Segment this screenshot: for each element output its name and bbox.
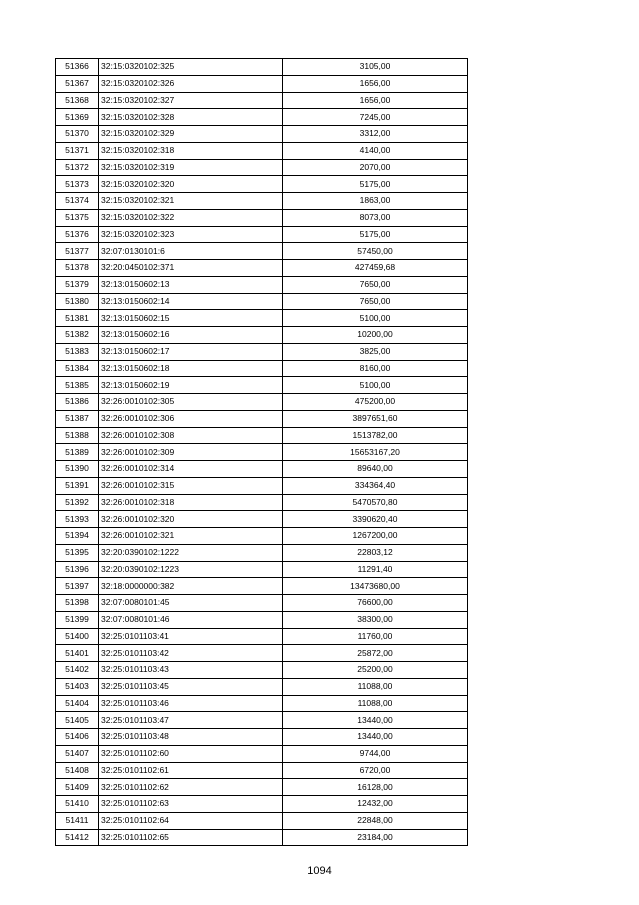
value-cell: 11291,40 <box>283 561 468 578</box>
row-number-cell: 51390 <box>56 461 99 478</box>
table-row <box>56 595 468 612</box>
value-cell: 7650,00 <box>283 276 468 293</box>
value-cell: 9744,00 <box>283 745 468 762</box>
table-row <box>56 327 468 344</box>
table-row <box>56 729 468 746</box>
row-number-cell: 51382 <box>56 327 99 344</box>
row-number-cell: 51404 <box>56 695 99 712</box>
cadastral-number-cell: 32:15:0320102:329 <box>99 126 283 143</box>
value-cell: 13440,00 <box>283 712 468 729</box>
cadastral-number-cell: 32:15:0320102:320 <box>99 176 283 193</box>
value-cell: 22803,12 <box>283 544 468 561</box>
row-number-cell: 51401 <box>56 645 99 662</box>
value-cell: 25872,00 <box>283 645 468 662</box>
table-row <box>56 528 468 545</box>
cadastral-number-cell: 32:15:0320102:321 <box>99 193 283 210</box>
value-cell: 2070,00 <box>283 159 468 176</box>
cadastral-number-cell: 32:15:0320102:322 <box>99 209 283 226</box>
table-body <box>56 59 468 846</box>
cadastral-number-cell: 32:13:0150602:19 <box>99 377 283 394</box>
cadastral-number-cell: 32:26:0010102:306 <box>99 410 283 427</box>
value-cell: 3897651,60 <box>283 410 468 427</box>
cadastral-number-cell: 32:15:0320102:318 <box>99 142 283 159</box>
table-row <box>56 410 468 427</box>
value-cell: 89640,00 <box>283 461 468 478</box>
cadastral-number-cell: 32:26:0010102:308 <box>99 427 283 444</box>
value-cell: 3825,00 <box>283 343 468 360</box>
row-number-cell: 51403 <box>56 678 99 695</box>
cadastral-number-cell: 32:25:0101103:41 <box>99 628 283 645</box>
value-cell: 5175,00 <box>283 176 468 193</box>
value-cell: 6720,00 <box>283 762 468 779</box>
cadastral-number-cell: 32:20:0390102:1223 <box>99 561 283 578</box>
row-number-cell: 51366 <box>56 59 99 76</box>
value-cell: 3312,00 <box>283 126 468 143</box>
value-cell: 3105,00 <box>283 59 468 76</box>
cadastral-number-cell: 32:26:0010102:309 <box>99 444 283 461</box>
table-row <box>56 779 468 796</box>
table-row <box>56 226 468 243</box>
cadastral-number-cell: 32:25:0101103:46 <box>99 695 283 712</box>
cadastral-number-cell: 32:25:0101102:61 <box>99 762 283 779</box>
cadastral-number-cell: 32:26:0010102:315 <box>99 477 283 494</box>
value-cell: 23184,00 <box>283 829 468 846</box>
cadastral-number-cell: 32:13:0150602:17 <box>99 343 283 360</box>
table-row <box>56 712 468 729</box>
row-number-cell: 51412 <box>56 829 99 846</box>
value-cell: 11088,00 <box>283 695 468 712</box>
data-table <box>55 58 468 846</box>
value-cell: 1863,00 <box>283 193 468 210</box>
table-row <box>56 561 468 578</box>
table-row <box>56 444 468 461</box>
row-number-cell: 51393 <box>56 511 99 528</box>
row-number-cell: 51377 <box>56 243 99 260</box>
page-number: 1094 <box>307 865 332 877</box>
value-cell: 12432,00 <box>283 796 468 813</box>
table-row <box>56 628 468 645</box>
cadastral-number-cell: 32:07:0080101:45 <box>99 595 283 612</box>
value-cell: 11760,00 <box>283 628 468 645</box>
value-cell: 22848,00 <box>283 812 468 829</box>
table-row <box>56 209 468 226</box>
row-number-cell: 51374 <box>56 193 99 210</box>
value-cell: 5470570,80 <box>283 494 468 511</box>
value-cell: 7650,00 <box>283 293 468 310</box>
cadastral-number-cell: 32:20:0390102:1222 <box>99 544 283 561</box>
row-number-cell: 51380 <box>56 293 99 310</box>
table-row <box>56 611 468 628</box>
row-number-cell: 51395 <box>56 544 99 561</box>
row-number-cell: 51367 <box>56 75 99 92</box>
row-number-cell: 51369 <box>56 109 99 126</box>
cadastral-number-cell: 32:26:0010102:318 <box>99 494 283 511</box>
row-number-cell: 51383 <box>56 343 99 360</box>
table-row <box>56 461 468 478</box>
row-number-cell: 51373 <box>56 176 99 193</box>
value-cell: 13473680,00 <box>283 578 468 595</box>
row-number-cell: 51384 <box>56 360 99 377</box>
cadastral-number-cell: 32:25:0101102:63 <box>99 796 283 813</box>
row-number-cell: 51387 <box>56 410 99 427</box>
row-number-cell: 51398 <box>56 595 99 612</box>
table-row <box>56 126 468 143</box>
row-number-cell: 51405 <box>56 712 99 729</box>
row-number-cell: 51371 <box>56 142 99 159</box>
value-cell: 13440,00 <box>283 729 468 746</box>
cadastral-number-cell: 32:13:0150602:15 <box>99 310 283 327</box>
table-row <box>56 645 468 662</box>
row-number-cell: 51402 <box>56 662 99 679</box>
cadastral-number-cell: 32:26:0010102:320 <box>99 511 283 528</box>
cadastral-number-cell: 32:13:0150602:13 <box>99 276 283 293</box>
row-number-cell: 51385 <box>56 377 99 394</box>
value-cell: 57450,00 <box>283 243 468 260</box>
table-row <box>56 310 468 327</box>
cadastral-number-cell: 32:07:0130101:6 <box>99 243 283 260</box>
row-number-cell: 51372 <box>56 159 99 176</box>
value-cell: 5100,00 <box>283 377 468 394</box>
table-row <box>56 243 468 260</box>
row-number-cell: 51409 <box>56 779 99 796</box>
table-row <box>56 745 468 762</box>
table-row <box>56 276 468 293</box>
table-row <box>56 343 468 360</box>
table-row <box>56 92 468 109</box>
cadastral-number-cell: 32:15:0320102:319 <box>99 159 283 176</box>
cadastral-number-cell: 32:13:0150602:18 <box>99 360 283 377</box>
value-cell: 10200,00 <box>283 327 468 344</box>
table-row <box>56 544 468 561</box>
table-row <box>56 394 468 411</box>
cadastral-number-cell: 32:15:0320102:325 <box>99 59 283 76</box>
row-number-cell: 51386 <box>56 394 99 411</box>
cadastral-number-cell: 32:25:0101103:47 <box>99 712 283 729</box>
cadastral-number-cell: 32:15:0320102:323 <box>99 226 283 243</box>
row-number-cell: 51388 <box>56 427 99 444</box>
cadastral-number-cell: 32:26:0010102:314 <box>99 461 283 478</box>
value-cell: 4140,00 <box>283 142 468 159</box>
row-number-cell: 51394 <box>56 528 99 545</box>
value-cell: 38300,00 <box>283 611 468 628</box>
row-number-cell: 51406 <box>56 729 99 746</box>
value-cell: 1656,00 <box>283 75 468 92</box>
table-row <box>56 360 468 377</box>
row-number-cell: 51391 <box>56 477 99 494</box>
value-cell: 475200,00 <box>283 394 468 411</box>
cadastral-number-cell: 32:20:0450102:371 <box>99 260 283 277</box>
row-number-cell: 51368 <box>56 92 99 109</box>
cadastral-number-cell: 32:26:0010102:305 <box>99 394 283 411</box>
table-row <box>56 762 468 779</box>
cadastral-number-cell: 32:15:0320102:326 <box>99 75 283 92</box>
cadastral-number-cell: 32:25:0101102:64 <box>99 812 283 829</box>
table-row <box>56 812 468 829</box>
cadastral-number-cell: 32:15:0320102:328 <box>99 109 283 126</box>
row-number-cell: 51376 <box>56 226 99 243</box>
cadastral-number-cell: 32:07:0080101:46 <box>99 611 283 628</box>
table-row <box>56 477 468 494</box>
row-number-cell: 51378 <box>56 260 99 277</box>
cadastral-number-cell: 32:15:0320102:327 <box>99 92 283 109</box>
cadastral-number-cell: 32:25:0101102:62 <box>99 779 283 796</box>
table-row <box>56 59 468 76</box>
value-cell: 8073,00 <box>283 209 468 226</box>
row-number-cell: 51411 <box>56 812 99 829</box>
value-cell: 5100,00 <box>283 310 468 327</box>
value-cell: 11088,00 <box>283 678 468 695</box>
row-number-cell: 51407 <box>56 745 99 762</box>
cadastral-number-cell: 32:18:0000000:382 <box>99 578 283 595</box>
table-row <box>56 75 468 92</box>
row-number-cell: 51397 <box>56 578 99 595</box>
row-number-cell: 51379 <box>56 276 99 293</box>
table-row <box>56 159 468 176</box>
table-row <box>56 796 468 813</box>
value-cell: 8160,00 <box>283 360 468 377</box>
value-cell: 334364,40 <box>283 477 468 494</box>
table-row <box>56 511 468 528</box>
row-number-cell: 51396 <box>56 561 99 578</box>
cadastral-number-cell: 32:13:0150602:14 <box>99 293 283 310</box>
table-row <box>56 494 468 511</box>
table-row <box>56 176 468 193</box>
cadastral-number-cell: 32:26:0010102:321 <box>99 528 283 545</box>
value-cell: 427459,68 <box>283 260 468 277</box>
row-number-cell: 51389 <box>56 444 99 461</box>
table-row <box>56 678 468 695</box>
value-cell: 25200,00 <box>283 662 468 679</box>
value-cell: 7245,00 <box>283 109 468 126</box>
table-row <box>56 829 468 846</box>
row-number-cell: 51370 <box>56 126 99 143</box>
cadastral-number-cell: 32:25:0101103:42 <box>99 645 283 662</box>
value-cell: 76600,00 <box>283 595 468 612</box>
table-row <box>56 109 468 126</box>
value-cell: 1267200,00 <box>283 528 468 545</box>
row-number-cell: 51400 <box>56 628 99 645</box>
table-row <box>56 293 468 310</box>
table-row <box>56 578 468 595</box>
row-number-cell: 51408 <box>56 762 99 779</box>
cadastral-number-cell: 32:25:0101103:43 <box>99 662 283 679</box>
row-number-cell: 51375 <box>56 209 99 226</box>
cadastral-number-cell: 32:25:0101103:45 <box>99 678 283 695</box>
value-cell: 1513782,00 <box>283 427 468 444</box>
table-row <box>56 193 468 210</box>
value-cell: 15653167,20 <box>283 444 468 461</box>
table-row <box>56 695 468 712</box>
table-row <box>56 260 468 277</box>
row-number-cell: 51399 <box>56 611 99 628</box>
cadastral-number-cell: 32:25:0101103:48 <box>99 729 283 746</box>
row-number-cell: 51410 <box>56 796 99 813</box>
value-cell: 5175,00 <box>283 226 468 243</box>
table-row <box>56 662 468 679</box>
table-row <box>56 377 468 394</box>
value-cell: 3390620,40 <box>283 511 468 528</box>
table-row <box>56 427 468 444</box>
row-number-cell: 51381 <box>56 310 99 327</box>
value-cell: 16128,00 <box>283 779 468 796</box>
row-number-cell: 51392 <box>56 494 99 511</box>
table-row <box>56 142 468 159</box>
cadastral-number-cell: 32:13:0150602:16 <box>99 327 283 344</box>
cadastral-number-cell: 32:25:0101102:65 <box>99 829 283 846</box>
value-cell: 1656,00 <box>283 92 468 109</box>
cadastral-number-cell: 32:25:0101102:60 <box>99 745 283 762</box>
